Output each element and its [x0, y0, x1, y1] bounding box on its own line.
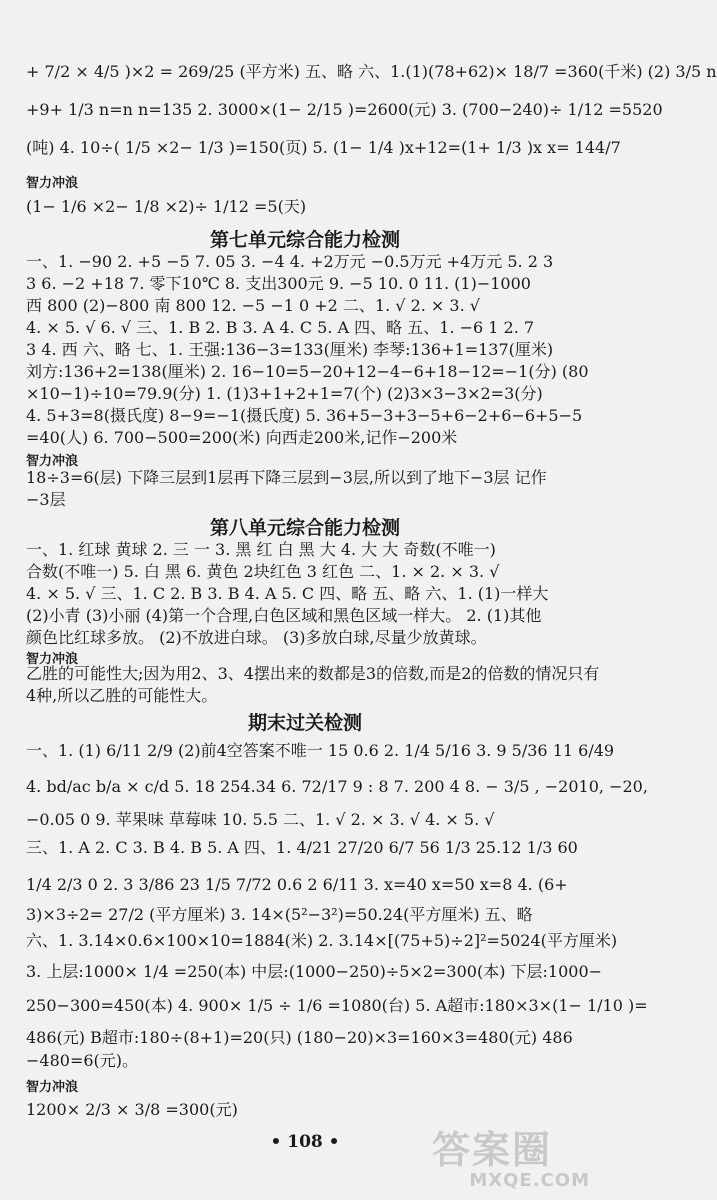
- section-title: 期末过关检测: [247, 712, 362, 734]
- watermark: [432, 1130, 602, 1194]
- text-line: 刘方:136+2=138(厘米) 2. 16−10=5−20+12−4−6+18−12=−1(分) (80: [26, 362, 589, 381]
- text-line: 一、1. (1) 6/11 2/9 (2)前4空答案不唯一 15 0.6 2. 1/4 5/16 3. 9 5/36 11 6/49: [26, 741, 615, 760]
- text-line: 一、1. 红球 黄球 2. 三 一 3. 黑 红 白 黑 大 4. 大 大 奇数(不唯一): [26, 540, 496, 559]
- section-label: 智力冲浪: [26, 454, 79, 469]
- section-title: 第八单元综合能力检测: [209, 517, 400, 539]
- text-line: +9+ 1/3 n=n n=135 2. 3000×(1− 2/15 )=2600(元) 3. (700−240)÷ 1/12 =5520: [26, 100, 663, 119]
- text-line: 3 6. −2 +18 7. 零下10℃ 8. 支出300元 9. −5 10. 0 11. (1)−1000: [26, 274, 531, 293]
- text-line: 4. 5+3=8(摄氏度) 8−9=−1(摄氏度) 5. 36+5−3+3−5+6−2+6−6+5−5: [26, 406, 583, 425]
- text-line: 3. 上层:1000× 1/4 =250(本) 中层:(1000−250)÷5×2=300(本) 下层:1000−: [26, 962, 603, 981]
- text-line: 六、1. 3.14×0.6×100×10=1884(米) 2. 3.14×[(75+5)÷2]²=5024(平方厘米): [26, 931, 618, 950]
- text-line: + 7/2 × 4/5 )×2 = 269/25 (平方米) 五、略 六、1.(1)(78+62)× 18/7 =360(千米) (2) 3/5 n: [26, 62, 717, 81]
- text-line: 颜色比红球多放。 (2)不放进白球。 (3)多放白球,尽量少放黄球。: [26, 628, 487, 647]
- section-label: 智力冲浪: [26, 1080, 79, 1095]
- text-line: −480=6(元)。: [26, 1051, 139, 1070]
- text-line: 合数(不唯一) 5. 白 黑 6. 黄色 2块红色 3 红色 二、1. × 2. × 3. √: [26, 562, 500, 581]
- text-line: 西 800 (2)−800 南 800 12. −5 −1 0 +2 二、1. √ 2. × 3. √: [26, 296, 480, 315]
- text-line: (吨) 4. 10÷( 1/5 ×2− 1/3 )=150(页) 5. (1− 1/4 )x+12=(1+ 1/3 )x x= 144/7: [26, 138, 621, 157]
- text-line: (2)小青 (3)小丽 (4)第一个合理,白色区域和黑色区域一样大。 2. (1)其他: [26, 606, 542, 625]
- text-line: (1− 1/6 ×2− 1/8 ×2)÷ 1/12 =5(天): [26, 197, 307, 216]
- text-line: 486(元) B超市:180÷(8+1)=20(只) (180−20)×3=160×3=480(元) 486: [26, 1028, 573, 1047]
- text-line: 三、1. A 2. C 3. B 4. B 5. A 四、1. 4/21 27/20 6/7 56 1/3 25.12 1/3 60: [26, 838, 578, 857]
- text-line: 4. × 5. √ 6. √ 三、1. B 2. B 3. A 4. C 5. A 四、略 五、1. −6 1 2. 7: [26, 318, 535, 337]
- watermark-url: MXQE.COM: [469, 1170, 590, 1191]
- text-line: =40(人) 6. 700−500=200(米) 向西走200米,记作−200米: [26, 428, 458, 447]
- watermark-logo: 答案圈: [432, 1128, 553, 1172]
- text-line: 1200× 2/3 × 3/8 =300(元): [26, 1100, 238, 1119]
- text-line: −3层: [26, 490, 66, 509]
- text-line: 250−300=450(本) 4. 900× 1/5 ÷ 1/6 =1080(台) 5. A超市:180×3×(1− 1/10 )=: [26, 996, 648, 1015]
- text-line: 一、1. −90 2. +5 −5 7. 05 3. −4 4. +2万元 −0.5万元 +4万元 5. 2 3: [26, 252, 554, 271]
- page-number: • 108 •: [270, 1132, 340, 1152]
- text-line: 18÷3=6(层) 下降三层到1层再下降三层到−3层,所以到了地下−3层 记作: [26, 468, 547, 487]
- text-line: 4种,所以乙胜的可能性大。: [26, 686, 218, 705]
- text-line: 4. × 5. √ 三、1. C 2. B 3. B 4. A 5. C 四、略 五、略 六、1. (1)一样大: [26, 584, 549, 603]
- text-line: 4. bd/ac b/a × c/d 5. 18 254.34 6. 72/17 9 : 8 7. 200 4 8. − 3/5 , −2010, −20,: [26, 777, 648, 796]
- text-line: 乙胜的可能性大;因为用2、3、4摆出来的数都是3的倍数,而是2的倍数的情况只有: [26, 664, 600, 683]
- text-line: 3)×3÷2= 27/2 (平方厘米) 3. 14×(5²−3²)=50.24(平方厘米) 五、略: [26, 905, 533, 924]
- section-title: 第七单元综合能力检测: [209, 229, 400, 251]
- section-label: 智力冲浪: [26, 176, 79, 191]
- text-line: 3 4. 西 六、略 七、1. 王强:136−3=133(厘米) 李琴:136+1=137(厘米): [26, 340, 554, 359]
- text-line: ×10−1)÷10=79.9(分) 1. (1)3+1+2+1=7(个) (2)3×3−3×2=3(分): [26, 384, 543, 403]
- text-line: 1/4 2/3 0 2. 3 3/86 23 1/5 7/72 0.6 2 6/11 3. x=40 x=50 x=8 4. (6+: [26, 875, 568, 894]
- text-line: −0.05 0 9. 苹果味 草莓味 10. 5.5 二、1. √ 2. × 3. √ 4. × 5. √: [26, 810, 495, 829]
- section-label: 智力冲浪: [26, 652, 79, 667]
